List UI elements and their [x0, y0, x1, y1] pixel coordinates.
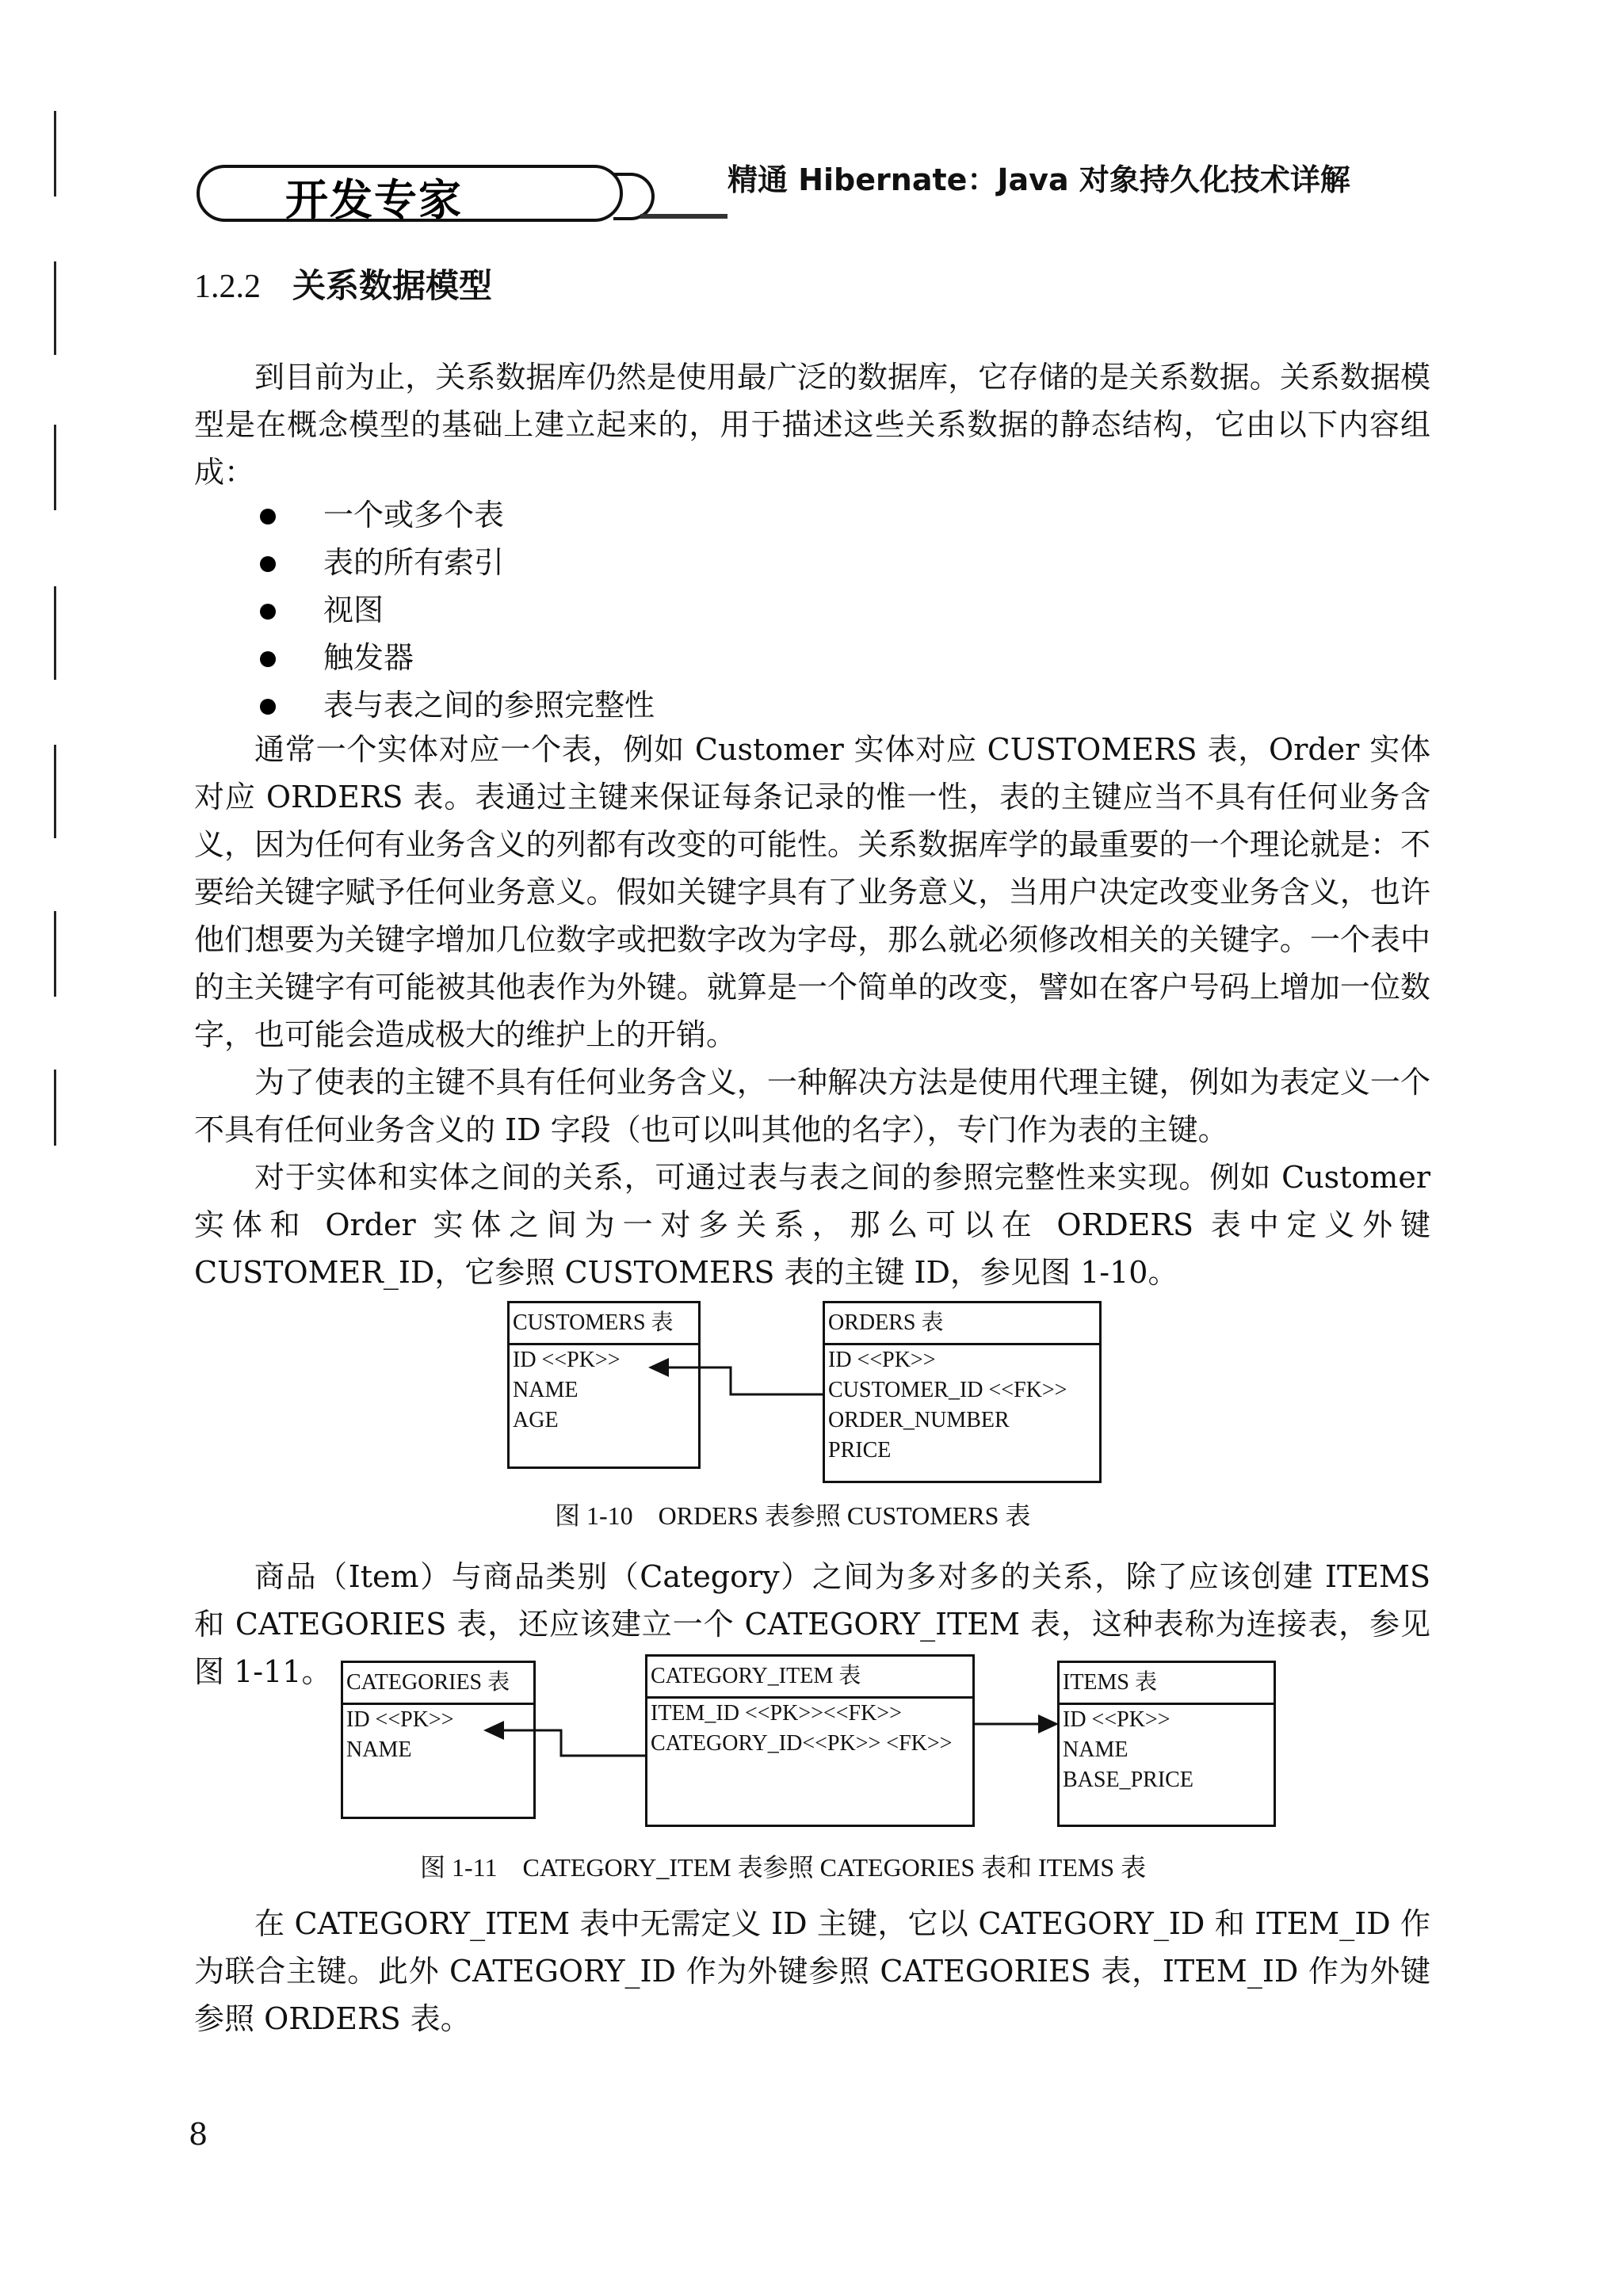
section-number: 1.2.2 [194, 269, 261, 305]
table-field: NAME [513, 1378, 579, 1402]
table-field: ID <<PK>> [828, 1348, 936, 1372]
table-title: CATEGORY_ITEM 表 [647, 1657, 972, 1699]
section-heading [194, 260, 492, 307]
table-field: BASE_PRICE [1063, 1768, 1193, 1792]
table-title: CUSTOMERS 表 [510, 1303, 698, 1345]
category-item-table [645, 1654, 975, 1827]
margin-mark [54, 425, 56, 510]
orders-table [823, 1301, 1102, 1483]
paragraph: 通常一个实体对应一个表，例如 Customer 实体对应 CUSTOMERS 表，Order 实体对应 ORDERS 表。表通过主键来保证每条记录的惟一性，表的主键应当不具有任何业务含义，因为任何有业务含义的列都有改变的可能性。关系数据库学的最重要的一个理论就是：不要给关键字赋予任何业务意义。假如关键字具有了业务意义，当用户决定改变业务含义，也许他们想要为关键字增加几位数字或把数字改为字母，那么就必须修改相关的关键字。一个表中的主关键字有可能被其他表作为外键。就算是一个简单的改变，譬如在客户号码上增加一位数字，也可能会造成极大的维护上的开销。 [194, 732, 1430, 1052]
figure-caption: 图 1-10 ORDERS 表参照 CUSTOMERS 表 [555, 1501, 1031, 1530]
header-rule [640, 214, 727, 219]
figure-caption: 图 1-11 CATEGORY_ITEM 表参照 CATEGORIES 表和 ITEMS 表 [420, 1853, 1147, 1882]
categories-table [341, 1661, 536, 1819]
table-field: ID <<PK>> [513, 1348, 621, 1372]
book-title: 精通 Hibernate：Java 对象持久化技术详解 [727, 162, 1350, 197]
series-logo-text: 开发专家 [285, 175, 463, 225]
table-field: NAME [1063, 1737, 1128, 1762]
table-field: CATEGORY_ID<<PK>> <FK>> [651, 1731, 953, 1756]
series-logo [197, 165, 623, 225]
table-title: CATEGORIES 表 [343, 1663, 533, 1705]
paragraph: 商品（Item）与商品类别（Category）之间为多对多的关系，除了应该创建 ITEMS 和 CATEGORIES 表，还应该建立一个 CATEGORY_ITEM 表，这种表称为连接表，参见图 1-11。 [194, 1559, 1430, 1689]
bullet-list [254, 491, 655, 729]
list-item: 表与表之间的参照完整性 [254, 681, 655, 729]
table-field: ORDER_NUMBER [828, 1408, 1010, 1432]
page-number: 8 [189, 2117, 208, 2152]
table-title: ORDERS 表 [825, 1303, 1099, 1345]
section-title: 关系数据模型 [292, 266, 493, 305]
table-field: PRICE [828, 1438, 892, 1463]
margin-mark [54, 911, 56, 997]
margin-mark [54, 745, 56, 838]
table-field: ID <<PK>> [346, 1707, 454, 1732]
table-field: ID <<PK>> [1063, 1707, 1170, 1732]
list-item: 触发器 [254, 634, 655, 681]
paragraph: 为了使表的主键不具有任何业务含义，一种解决方法是使用代理主键，例如为表定义一个不具有任何业务含义的 ID 字段（也可以叫其他的名字），专门作为表的主键。 [194, 1065, 1430, 1147]
table-field: CUSTOMER_ID <<FK>> [828, 1378, 1067, 1402]
paragraph: 在 CATEGORY_ITEM 表中无需定义 ID 主键，它以 CATEGORY_ID 和 ITEM_ID 作为联合主键。此外 CATEGORY_ID 作为外键参照 CATEGORIES 表，ITEM_ID 作为外键参照 ORDERS 表。 [194, 1906, 1430, 2036]
paragraph: 对于实体和实体之间的关系，可通过表与表之间的参照完整性来实现。例如 Customer 实体和 Order 实体之间为一对多关系，那么可以在 ORDERS 表中定义外键 CUSTOMER_ID，它参照 CUSTOMERS 表的主键 ID，参见图 1-10。 [194, 1160, 1430, 1290]
list-item: 表的所有索引 [254, 539, 655, 586]
items-table [1057, 1661, 1276, 1827]
arrow-head [1038, 1714, 1059, 1733]
margin-mark [54, 1070, 56, 1146]
table-field: AGE [513, 1408, 559, 1432]
margin-mark [54, 586, 56, 680]
list-item: 视图 [254, 586, 655, 634]
margin-mark [54, 261, 56, 355]
table-title: ITEMS 表 [1060, 1663, 1274, 1705]
paragraph-intro: 到目前为止，关系数据库仍然是使用最广泛的数据库，它存储的是关系数据。关系数据模型是在概念模型的基础上建立起来的，用于描述这些关系数据的静态结构，它由以下内容组成： [194, 360, 1430, 490]
margin-mark [54, 111, 56, 196]
table-field: ITEM_ID <<PK>><<FK>> [651, 1701, 902, 1726]
table-field: NAME [346, 1737, 412, 1762]
customers-table [507, 1301, 701, 1469]
list-item: 一个或多个表 [254, 491, 655, 539]
